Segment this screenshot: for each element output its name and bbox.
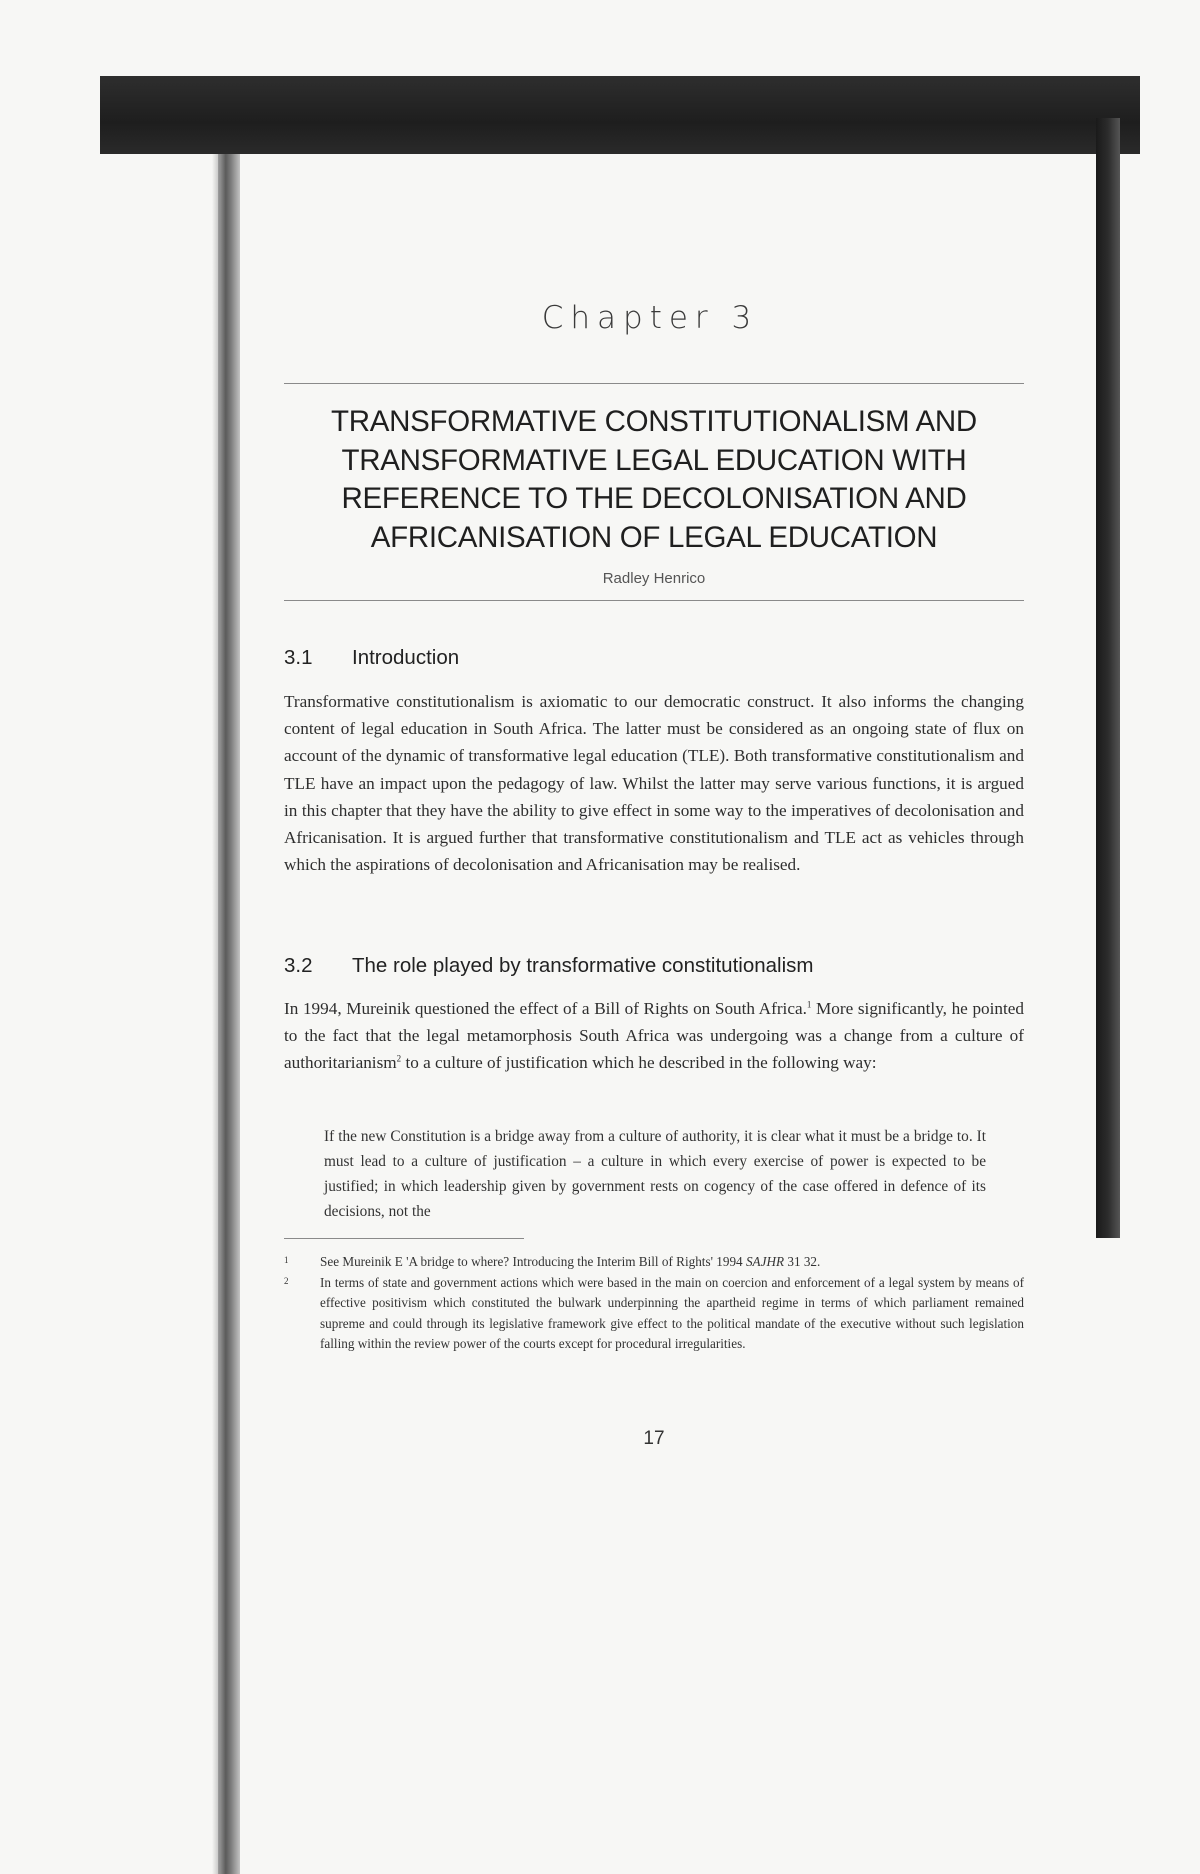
- footnote-text: See Mureinik E 'A bridge to where? Introducing the Interim Bill of Rights' 1994: [320, 1254, 746, 1269]
- footnote-text: 31 32.: [784, 1254, 821, 1269]
- section-heading-role: [284, 954, 1024, 978]
- author-name: Radley Henrico: [602, 570, 706, 587]
- title-line: AFRICANISATION OF LEGAL EDUCATION: [370, 520, 938, 554]
- title-line: TRANSFORMATIVE CONSTITUTIONALISM AND: [331, 405, 977, 438]
- title-bottom-rule: [284, 600, 1024, 601]
- scan-dark-border-right: [1096, 118, 1120, 1238]
- block-quote: If the new Constitution is a bridge away from a culture of authority, it is clear what it must be a bridge to. It must lead to a culture of justification – a culture in which every exercise of power is expected to be justified; in which leadership given by government rests on cogency of the case offered in defence of its decisions, not the: [324, 1128, 986, 1220]
- section-number: 3.2: [284, 954, 313, 977]
- paragraph-text: to a culture of justification which he described in the following way:: [401, 1053, 877, 1073]
- page-number: 17: [643, 1428, 665, 1449]
- footnote-separator: [284, 1238, 524, 1239]
- footnote-ref-1: 1: [806, 999, 812, 1010]
- paragraph-text: In 1994, Mureinik questioned the effect of a Bill of Rights on South Africa.: [284, 999, 807, 1018]
- footnote-number: 1: [284, 1255, 289, 1265]
- role-paragraph: [284, 995, 1024, 1077]
- section-title: The role played by transformative constitutionalism: [352, 954, 814, 977]
- footnotes: [284, 1252, 1024, 1355]
- paragraph-text: More significantly, he pointed to the fact that the legal metamorphosis South Africa was undergoing was a change from a culture of authoritarianism: [284, 999, 1024, 1073]
- introduction-paragraph: Transformative constitutionalism is axiomatic to our democratic construct. It also informs the changing content of legal education in South Africa. The latter must be considered as an ongoing state of flux on account of the dynamic of transformative legal education (TLE). Both transformative constitutionalism and TLE have an impact upon the pedagogy of law. Whilst the latter may serve various functions, it is argued in this chapter that they have the ability to give effect in some way to the imperatives of decolonisation and Africanisation. It is argued further that transformative constitutionalism and TLE act as vehicles through which the aspirations of decolonisation and Africanisation may be realised.: [284, 692, 1024, 875]
- book-spine-shadow: [218, 154, 240, 1874]
- section-title: Introduction: [352, 646, 460, 669]
- section-number: 3.1: [284, 646, 313, 669]
- chapter-title: [284, 403, 1024, 557]
- footnote-journal: SAJHR: [745, 1254, 785, 1269]
- section-heading-introduction: [284, 646, 1024, 670]
- chapter-label: Chapter 3: [541, 300, 759, 336]
- title-top-rule: [284, 383, 1024, 384]
- title-line: TRANSFORMATIVE LEGAL EDUCATION WITH: [341, 443, 967, 477]
- footnote-ref-2: 2: [396, 1053, 402, 1064]
- title-line: REFERENCE TO THE DECOLONISATION AND: [341, 482, 967, 515]
- footnote-text: In terms of state and government actions which were based in the main on coercion and enforcement of a legal system by means of effective positivism which constituted the bulwark underpinning the apartheid regime in terms of which parliament remained supreme and could through its legislative framework give effect to the political mandate of the executive without such legislation falling within the review power of the courts except for procedural irregularities.: [320, 1274, 1024, 1352]
- footnote-1: [284, 1252, 1024, 1273]
- footnote-number: 2: [284, 1275, 289, 1286]
- scan-dark-border-top: [100, 76, 1140, 154]
- footnote-2: [284, 1273, 1024, 1355]
